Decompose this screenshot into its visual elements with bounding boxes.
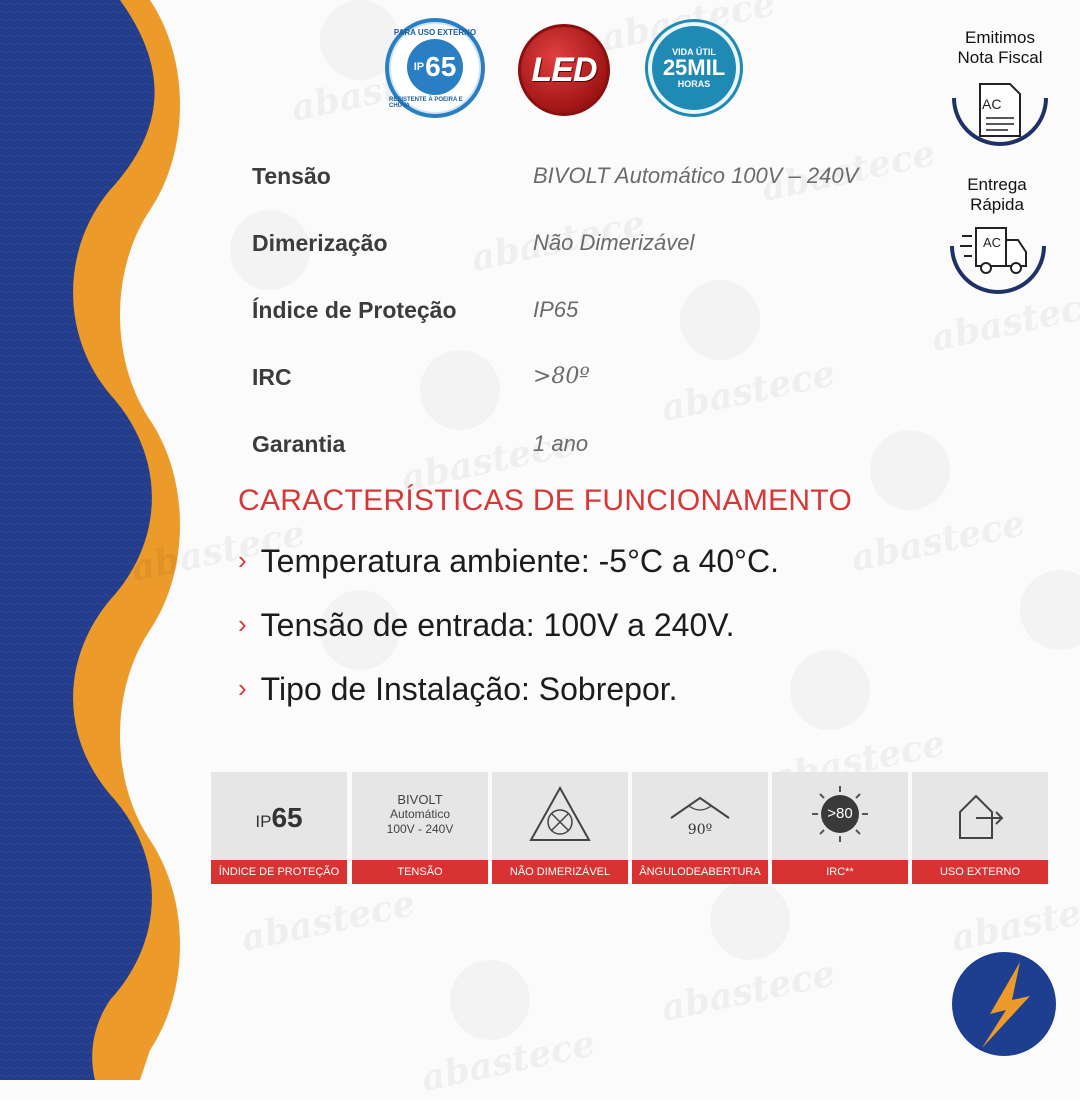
- nota-fiscal-line2: Nota Fiscal: [957, 48, 1043, 67]
- feature-item: [238, 607, 735, 644]
- feature-text: Tensão de entrada: 100V a 240V.: [260, 607, 735, 643]
- entrega-line2: Rápida: [970, 195, 1024, 214]
- bivolt-line3: 100V - 240V: [386, 822, 454, 836]
- truck-icon-text: AC: [983, 235, 1002, 250]
- watermark: [948, 882, 1080, 960]
- icon-card-label: TENSÃO: [352, 860, 488, 884]
- lifespan-line2: 25MIL: [662, 55, 726, 80]
- spec-row-protecao: [252, 297, 932, 337]
- lifespan-badge: [648, 22, 740, 114]
- spec-label: Garantia: [252, 431, 346, 457]
- feature-text: Temperatura ambiente: -5°C a 40°C.: [260, 543, 779, 579]
- badge-ip-prefix: IP: [413, 60, 425, 73]
- spec-row-garantia: [252, 431, 932, 471]
- watermark: [848, 502, 1029, 580]
- lifespan-line1: VIDA ÚTIL: [672, 47, 716, 57]
- bivolt-icon: [352, 792, 488, 837]
- feature-item: [238, 671, 678, 708]
- no-dimmer-icon: [525, 782, 595, 852]
- ip65-icon: [211, 802, 347, 834]
- icon-card-label: ÂNGULODEABERTURA: [632, 860, 768, 884]
- lifespan-line3: HORAS: [677, 79, 711, 89]
- spec-value: >80º: [533, 364, 590, 389]
- left-wave-decoration: [0, 0, 200, 1080]
- chevron-right-icon: ›: [238, 545, 247, 575]
- badge-ip-number: 65: [425, 50, 457, 82]
- ip-number: 65: [271, 802, 303, 833]
- spec-value: BIVOLT Automático 100V – 240V: [533, 163, 859, 188]
- badge-bottom-text: RESISTENTE À POEIRA E CHUVA: [389, 96, 463, 109]
- spec-value: Não Dimerizável: [533, 230, 695, 255]
- icon-card-dimerizavel: [492, 772, 628, 884]
- delivery-truck-icon: [946, 222, 1050, 302]
- icon-card-label: ÍNDICE DE PROTEÇÃO: [211, 860, 347, 884]
- icon-card-angulo: [632, 772, 768, 884]
- icon-card-protecao: [211, 772, 347, 884]
- spec-label: IRC: [252, 364, 292, 390]
- lightning-logo-icon: [952, 952, 1056, 1056]
- spec-row-dimerizacao: [252, 230, 932, 270]
- invoice-icon-text: AC: [982, 96, 1002, 112]
- feature-text: Tipo de Instalação: Sobrepor.: [260, 671, 678, 707]
- house-exit-icon: [952, 790, 1008, 842]
- spec-row-irc: [252, 364, 932, 404]
- icon-card-uso-externo: [912, 772, 1048, 884]
- ip-prefix: IP: [255, 812, 272, 831]
- nota-fiscal-line1: Emitimos: [965, 28, 1035, 47]
- watermark: [238, 882, 419, 960]
- icon-card-label: USO EXTERNO: [912, 860, 1048, 884]
- spec-row-tensao: [252, 163, 932, 203]
- icon-card-label: IRC**: [772, 860, 908, 884]
- entrega-line1: Entrega: [967, 175, 1027, 194]
- angle-value: 90º: [687, 822, 713, 838]
- icon-card-tensao: [352, 772, 488, 884]
- spec-label: Tensão: [252, 163, 331, 189]
- spec-label: Dimerização: [252, 230, 388, 256]
- chevron-right-icon: ›: [238, 673, 247, 703]
- section-title: CARACTERÍSTICAS DE FUNCIONAMENTO: [238, 484, 853, 517]
- feature-item: [238, 543, 779, 580]
- bivolt-line2: Automático: [389, 807, 451, 821]
- spec-value: IP65: [533, 297, 579, 322]
- chevron-right-icon: ›: [238, 609, 247, 639]
- nota-fiscal-info: [940, 28, 1060, 68]
- badge-top-text: PARA USO EXTERNO: [393, 27, 477, 37]
- entrega-info: [937, 175, 1057, 215]
- spec-label: Índice de Proteção: [252, 297, 457, 323]
- irc-value: >80: [827, 805, 853, 822]
- led-badge: [518, 24, 610, 116]
- led-badge-text: LED: [531, 50, 597, 89]
- bivolt-line1: BIVOLT: [397, 792, 443, 807]
- brand-logo: [952, 952, 1056, 1056]
- icon-card-label: NÃO DIMERIZÁVEL: [492, 860, 628, 884]
- ip65-badge-core: [407, 39, 463, 95]
- beam-angle-icon: [665, 792, 735, 822]
- spec-value: 1 ano: [533, 431, 589, 456]
- watermark: [658, 952, 839, 1030]
- invoice-icon: [948, 78, 1052, 156]
- ip65-badge: [385, 18, 485, 118]
- icon-card-irc: [772, 772, 908, 884]
